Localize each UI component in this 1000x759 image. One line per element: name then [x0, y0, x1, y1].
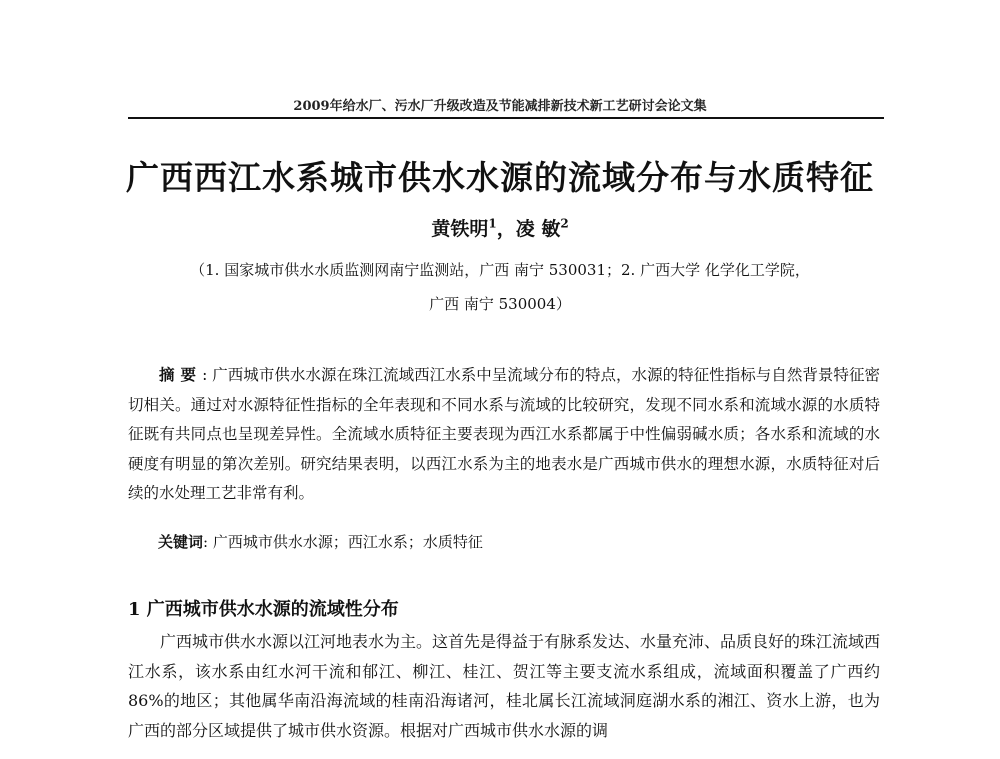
author-affil-mark: 1: [488, 216, 497, 231]
running-head: 2009年给水厂、污水厂升级改造及节能减排新技术新工艺研讨会论文集: [293, 99, 707, 114]
body-paragraph: 广西城市供水水源以江河地表水为主。这首先是得益于有脉系发达、水量充沛、品质良好的珠江流域西江水系，该水系由红水河干流和郁江、柳江、桂江、贺江等主要支流水系组成，流域面积覆盖了广西约 86%的地区；其他属华南沿海流域的桂南沿海诸河，桂北属长江流域洞庭湖水系的湘江、资水上游，也为广西的部分区域提供了城市供水资源。根据对广西城市供水水源的调: [128, 632, 881, 740]
affiliation-line: （1. 国家城市供水水质监测网南宁监测站，广西 南宁 530031；2. 广西大学 化学化工学院，: [190, 261, 810, 279]
keywords-text: 广西城市供水水源；西江水系；水质特征: [212, 533, 483, 551]
author-name: 凌 敏: [515, 218, 561, 240]
header-rule: [128, 117, 884, 119]
abstract: [128, 360, 880, 509]
section-heading: 1 广西城市供水水源的流域性分布: [128, 599, 399, 620]
authors: [0, 214, 1000, 241]
paper-title: 广西西江水系城市供水水源的流域分布与水质特征: [126, 158, 874, 197]
author-name: 黄铁明: [431, 218, 489, 240]
keywords-label: 关键词: [158, 533, 204, 551]
abstract-colon: :: [202, 366, 213, 384]
keywords: [158, 531, 878, 552]
abstract-label: 摘要: [159, 365, 203, 384]
author-affil-mark: 2: [560, 216, 569, 231]
keywords-colon: :: [203, 533, 213, 551]
affiliation-line: 广西 南宁 530004）: [429, 295, 571, 313]
abstract-text: 广西城市供水水源在珠江流域西江水系中呈流域分布的特点，水源的特征性指标与自然背景特征密切相关。通过对水源特征性指标的全年表现和不同水系与流域的比较研究，发现不同水系和流域水源的水质特征既有共同点也呈现差异性。全流域水质特征主要表现为西江水系都属于中性偏弱碱水质；各水系和流域的水硬度有明显的第次差别。研究结果表明，以西江水系为主的地表水是广西城市供水的理想水源，水质特征对后续的水处理工艺非常有利。: [128, 366, 880, 502]
author-separator: ，: [496, 218, 516, 240]
